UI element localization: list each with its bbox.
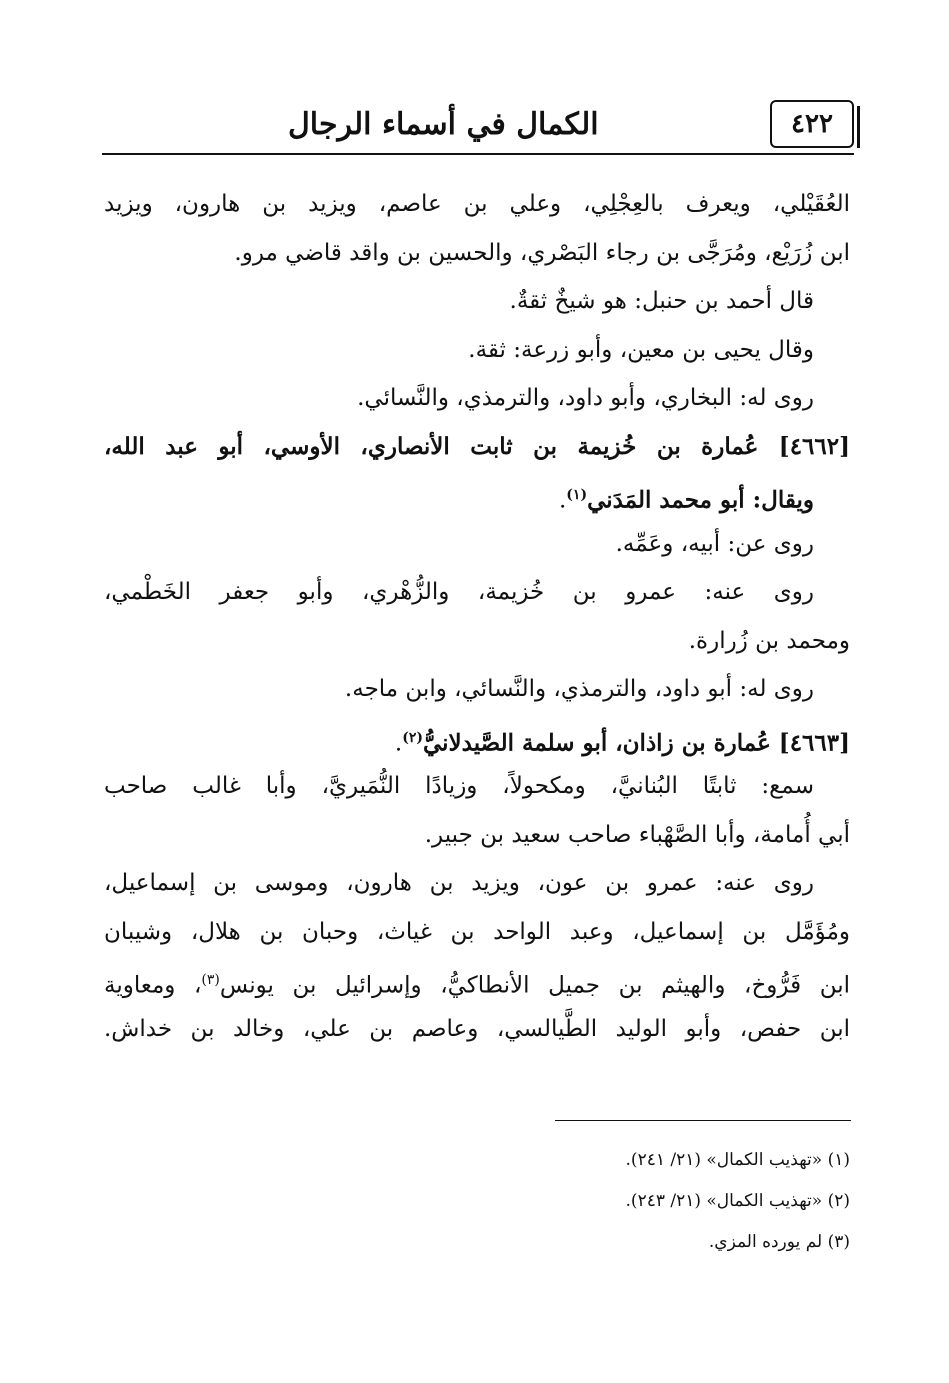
line-tail: ، ومعاوية bbox=[104, 972, 202, 999]
footnote-ref: (٣) bbox=[201, 972, 220, 988]
footnotes bbox=[520, 1140, 850, 1263]
line-text: ابن حفص، وأبو الوليد الطَّيالسي، وعاصم بن علي، وخالد بن خداش. bbox=[104, 1015, 850, 1042]
footnote: (٢) «تهذيب الكمال» (٢١/ ٢٤٣). bbox=[625, 1191, 850, 1211]
text-line bbox=[104, 520, 850, 569]
entry-heading-line bbox=[104, 714, 850, 763]
text-line bbox=[104, 277, 850, 326]
page-number-box bbox=[770, 100, 854, 148]
page-header bbox=[102, 88, 854, 156]
footnote-rule bbox=[555, 1120, 851, 1121]
line-text: روى له: البخاري، وأبو داود، والترمذي، والنَّسائي. bbox=[357, 385, 814, 411]
text-line bbox=[104, 568, 850, 617]
line-text: روى عن: أبيه، وعَمِّه. bbox=[615, 530, 814, 557]
line-text: روى عنه: عمرو بن عون، ويزيد بن هارون، وموسى بن إسماعيل، bbox=[104, 870, 814, 896]
footnote-ref: (١) bbox=[566, 487, 588, 503]
text-line bbox=[104, 1005, 850, 1054]
text-line bbox=[104, 326, 850, 375]
text-line bbox=[104, 665, 850, 714]
text-line bbox=[104, 762, 850, 811]
line-text: ابن زُرَيْع، ومُرَجَّى بن رجاء البَصْري، والحسين بن واقد قاضي مرو. bbox=[234, 239, 850, 266]
line-text: [٤٦٦٢] عُمارة بن خُزيمة بن ثابت الأنصاري، الأوسي، أبو عبد الله، bbox=[104, 432, 851, 460]
footnote-ref: (٢) bbox=[402, 729, 423, 746]
main-text bbox=[104, 180, 850, 1053]
footnote: (١) «تهذيب الكمال» (٢١/ ٢٤١). bbox=[625, 1150, 850, 1170]
text-line bbox=[104, 180, 850, 229]
entry-heading-line bbox=[104, 471, 850, 520]
text-line bbox=[104, 811, 850, 860]
header-rule bbox=[102, 153, 854, 155]
text-line bbox=[104, 229, 850, 278]
line-text: وقال يحيى بن معين، وأبو زرعة: ثقة. bbox=[468, 336, 814, 363]
line-text: ويقال: أبو محمد المَدَني bbox=[587, 486, 814, 514]
line-text: العُقَيْلي، ويعرف بالعِجْلِي، وعلي بن عاصم، ويزيد بن هارون، ويزيد bbox=[104, 191, 850, 217]
line-text: [٤٦٦٣] عُمارة بن زاذان، أبو سلمة الصَّيدلانيُّ bbox=[422, 729, 850, 757]
page-number: ٤٢٢ bbox=[791, 109, 833, 139]
book-title: الكمال في أسماء الرجال bbox=[288, 107, 599, 142]
text-line bbox=[104, 908, 850, 957]
line-text: أبي أُمامة، وأبا الصَّهْباء صاحب سعيد بن جبير. bbox=[424, 821, 850, 848]
entry-heading-line bbox=[104, 423, 850, 472]
line-text: ومُؤَمَّل بن إسماعيل، وعبد الواحد بن غياث، وحبان بن هلال، وشيبان bbox=[104, 918, 850, 945]
book-title-calligraphy bbox=[102, 88, 599, 154]
line-text: ابن فَرُّوخ، والهيثم بن جميل الأنطاكيُّ، وإسرائيل بن يونس bbox=[219, 972, 851, 999]
text-line bbox=[104, 956, 850, 1005]
line-text: ومحمد بن زُرارة. bbox=[688, 627, 850, 654]
line-text: سمع: ثابتًا البُنانيَّ، ومكحولاً، وزيادًا النُّمَيريَّ، وأبا غالب صاحب bbox=[104, 773, 814, 799]
text-line bbox=[104, 374, 850, 423]
line-text: روى له: أبو داود، والترمذي، والنَّسائي، وابن ماجه. bbox=[344, 676, 814, 702]
line-text: روى عنه: عمرو بن خُزيمة، والزُّهْري، وأبو جعفر الخَطْمي، bbox=[104, 579, 814, 605]
line-tail: . bbox=[394, 730, 403, 757]
text-line bbox=[104, 617, 850, 666]
line-text: قال أحمد بن حنبل: هو شيخٌ ثقةٌ. bbox=[509, 288, 814, 314]
footnote: (٣) لم يورده المزي. bbox=[708, 1232, 850, 1252]
text-line bbox=[104, 859, 850, 908]
line-tail: . bbox=[558, 487, 567, 514]
